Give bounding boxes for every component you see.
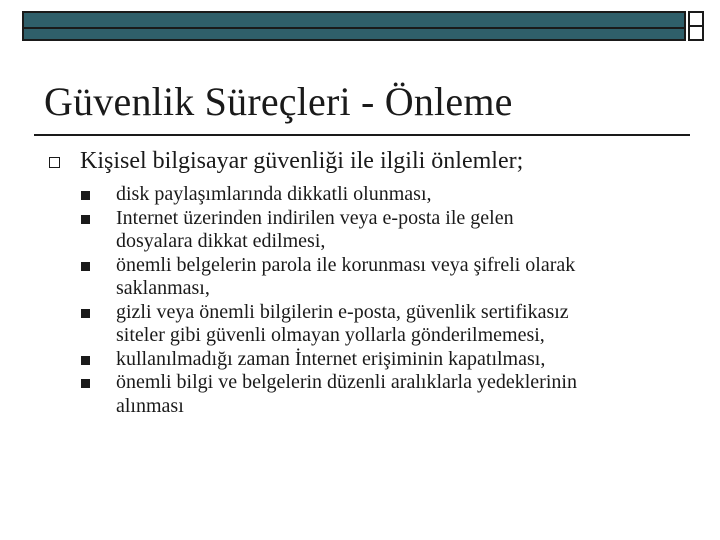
list-item	[81, 254, 681, 301]
sub-bullet-list	[81, 183, 681, 418]
list-item-text-line: önemli bilgi ve belgelerin düzenli aralıklarla yedeklerinin	[116, 371, 577, 393]
list-item	[81, 183, 681, 207]
filled-square-icon	[81, 309, 90, 318]
list-item	[81, 371, 681, 418]
hollow-square-icon	[49, 157, 60, 168]
list-item-text-line: gizli veya önemli bilgilerin e-posta, güvenlik sertifikasız	[116, 300, 569, 323]
slide-title: Güvenlik Süreçleri - Önleme	[44, 79, 513, 124]
list-item-text-line: dosyalara dikkat edilmesi,	[116, 230, 326, 252]
header-decoration-bar	[22, 11, 686, 41]
filled-square-icon	[81, 379, 90, 388]
list-item	[81, 207, 681, 254]
list-item-text-line: alınması	[116, 394, 184, 417]
list-item-text-line: disk paylaşımlarında dikkatli olunması,	[116, 183, 432, 205]
main-bullet-text: Kişisel bilgisayar güvenliği ile ilgili önlemler;	[80, 148, 524, 174]
filled-square-icon	[81, 191, 90, 200]
list-item-text-line: saklanması,	[116, 277, 210, 299]
list-item-text-line: Internet üzerinden indirilen veya e-posta ile gelen	[116, 206, 514, 229]
header-corner-box-bottom	[688, 27, 704, 41]
list-item-text-line: siteler gibi güvenli olmayan yollarla gönderilmemesi,	[116, 324, 545, 346]
list-item-text-line: kullanılmadığı zaman İnternet erişiminin kapatılması,	[116, 347, 546, 370]
filled-square-icon	[81, 215, 90, 224]
list-item	[81, 301, 681, 348]
header-corner-box-top	[688, 11, 704, 27]
title-underline	[34, 134, 690, 136]
filled-square-icon	[81, 356, 90, 365]
list-item	[81, 348, 681, 372]
header-stripe	[24, 27, 684, 29]
list-item-text-line: önemli belgelerin parola ile korunması veya şifreli olarak	[116, 253, 576, 276]
filled-square-icon	[81, 262, 90, 271]
